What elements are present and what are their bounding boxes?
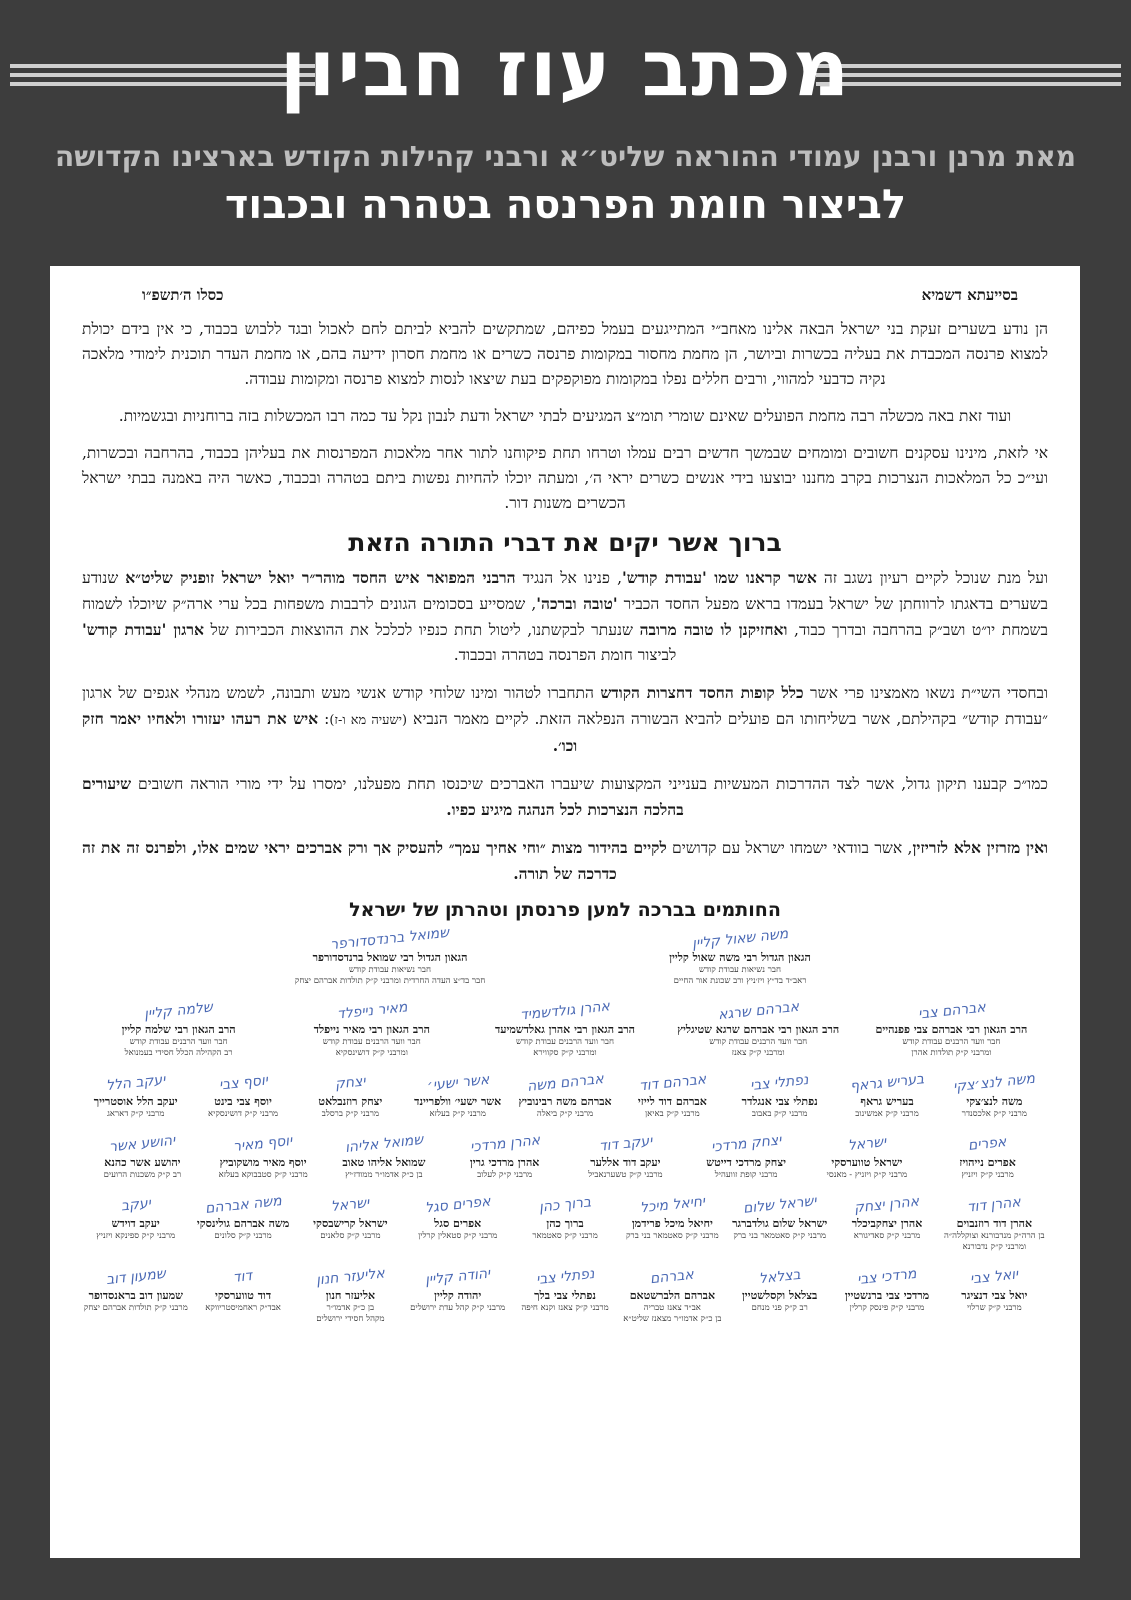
signer-name: אפרים סגל (434, 1217, 482, 1230)
paragraph-2: ועוד זאת באה מכשלה רבה מחמת הפועלים שאינם שומרי תומ״צ המגיעים לבתי ישראל ודעת לנבון נקל עד כמה רבו המכשלות בזה ברוחניות ובגשמיות. (118, 407, 1012, 425)
signer-name: ברוך כהן (546, 1217, 584, 1230)
signature-scrawl: אברהם דוד (638, 1071, 707, 1095)
bsd-heading: בסייעתא דשמיא (921, 286, 1018, 304)
signature-scrawl: אברהם (649, 1266, 695, 1288)
signature-row (82, 1265, 1048, 1325)
signature-block (833, 1265, 940, 1325)
dateline (142, 286, 1018, 305)
p5-bold-2: איש את רעהו יעזורו ולאחיו יאמר חזק וכו׳. (82, 709, 578, 755)
signature-block (275, 999, 468, 1059)
signature-scrawl: יעקב דוד (597, 1133, 653, 1155)
signer-title: מרבני ק״ק באבוב (751, 1109, 808, 1119)
signer-title: חבר וועד הרבנים עבודת קודש (902, 1037, 1001, 1047)
signature-row (82, 1132, 1048, 1181)
p4-text-1: ועל מנת שנוכל לקיים רעיון נשגב זה (816, 569, 1049, 587)
signer-title: אבד״ק ראחמיסטריווקא (205, 1303, 281, 1313)
header-banner (0, 0, 1131, 258)
signer-name: יהושע אשר כהנא (104, 1156, 181, 1169)
signature-scrawl: ישראל שלום (742, 1193, 818, 1217)
signer-title: מרבני ק״ק סאטמאר (532, 1231, 598, 1241)
signer-name: הרב הגאון רבי שלמה קליין (121, 1023, 236, 1036)
p4-bold-4: ואחזיקנן לו טובה מרובה (639, 620, 788, 639)
signer-title: מרבני ק״ק דושינסקיא (208, 1109, 279, 1119)
signature-scrawl: יהודה קליין (424, 1265, 492, 1289)
signer-name: שמואל אליהו טאוב (342, 1156, 426, 1169)
signature-block (726, 1265, 833, 1325)
signature-scrawl: אליעזר חנון (315, 1265, 386, 1289)
signature-scrawl: דוד (232, 1268, 254, 1286)
signer-name: נפתלי צבי אנגלדר (741, 1095, 818, 1108)
signer-name: הרב הגאון רבי מאיר נייפלד (313, 1023, 430, 1036)
signature-scrawl: אשר ישעי׳ (425, 1071, 490, 1095)
signer-name: יוסף מאיר מושקוביץ (219, 1156, 307, 1169)
signature-block (297, 1265, 404, 1325)
signature-scrawl: משה שאול קליין (691, 926, 789, 952)
signer-name: בעריש גראף (860, 1095, 914, 1108)
signature-block (82, 1132, 203, 1181)
paragraph-3: אי לזאת, מינינו עסקנים חשובים ומומחים שבמשך חדשים רבים עמלו וטרחו תחת פיקוחנו לתור אחר מלאכות המפרנסות את בעליהן בכבוד, בהרחבה ובכשרות, ועי״כ כל המלאכות הנצרכות בקרב מחננו יבוצעו בידי אנשים כשרים יראי ה׳, ומעתה יוכלו להחיות נפשות ביתם בטהרה ובכבוד, כאשר היה באמנה בבתי ישראל הכשרים משנות דור. (82, 444, 1048, 512)
signer-name: הרב הגאון רבי אברהם שרגא שטיגליץ (677, 1023, 840, 1036)
signature-block (941, 1265, 1048, 1325)
signer-title: מרבני ק״ק לעלוב (477, 1170, 533, 1180)
signature-block (82, 1265, 189, 1325)
signature-scrawl: אהרן דוד (966, 1194, 1022, 1216)
signer-title: מרבני ק״ק אמשינוב (855, 1109, 919, 1119)
row-gap (82, 1181, 1048, 1189)
signature-scrawl: אהרן יצחק (853, 1193, 921, 1217)
signer-subtitle: מקהל חסידי ירושלים (316, 1314, 385, 1324)
row-gap (82, 987, 1048, 995)
signature-scrawl: ברוך כהן (538, 1194, 592, 1216)
blessing-heading: ברוך אשר יקים את דברי התורה הזאת (348, 528, 782, 557)
signature-block (189, 1071, 296, 1120)
signature-scrawl: משה אברהם (203, 1193, 283, 1217)
signer-name: יעקב דוידש (111, 1217, 160, 1230)
signature-block (833, 1071, 940, 1120)
signer-title: מרבני ק״ק צאנז וקנא חיפה (521, 1303, 609, 1313)
signer-name: משה אברהם גולינסקי (196, 1217, 290, 1230)
p4-bold-3: 'טובה וברכה' (536, 594, 618, 613)
p5-text-1: ובחסדי השי״ת נשאו מאמצינו פרי אשר (803, 684, 1048, 702)
signature-scrawl: שמואל ברנדסדורפר (329, 924, 451, 954)
signer-subtitle: ומרבני ק״ק נדבורנא (962, 1242, 1027, 1252)
signer-title: מרבני ק״ק ויזניץ - מאנסי (826, 1170, 908, 1180)
signer-title: מרבני ק״ק ספינקא ויזניץ (96, 1231, 176, 1241)
signer-title: מרבני ק״ק ויזניץ (961, 1170, 1014, 1180)
p6-bold-1: שיעורים בהלכה הנצרכות לכל הנהגה מיגיע כפיו. (82, 774, 684, 819)
row-gap (82, 1120, 1048, 1128)
signer-title: מרבני ק״ק ברסלב (321, 1109, 379, 1119)
signer-title: רב ק״ק פני מנחם (751, 1303, 808, 1313)
signer-title: מרבני ק״ק סלונים (214, 1231, 272, 1241)
signer-name: שמעון דוב בראנסדופר (88, 1289, 183, 1302)
signature-row (82, 924, 1048, 987)
signature-block (404, 1193, 511, 1253)
p4-bold-2: הרבני המפואר איש החסד מוהר״ר יואל ישראל זופניק שליט״א (125, 568, 516, 587)
signer-title: מרבני קופת זוועהיל (714, 1170, 778, 1180)
signer-name: משה לנצ׳צקי (966, 1095, 1023, 1108)
signer-title: חבר נשיאות עבודת קודש (348, 965, 432, 975)
signer-name: ישראל שלום גולדברגר (732, 1217, 828, 1230)
p4-text-4: , שמסייע בסכומים הגונים לרבבות משפחות בכל ערי ארה״ק שיוכלו לשמוח בשמחת יו״ט ושב״ק בהרחבה ובדרך כבוד, (82, 595, 1048, 639)
signer-title: מרבני ק״ק תולדות אברהם יצחק (83, 1303, 188, 1313)
signature-block (82, 999, 275, 1059)
signer-name: ישראל טווערסקי (831, 1156, 903, 1169)
signature-scrawl: שלמה קליין (143, 999, 214, 1023)
signature-scrawl: יעקב הלל (105, 1071, 167, 1095)
signer-name: הגאון הגדול רבי שמואל ברנדסדורפר (312, 951, 468, 964)
signature-block (807, 1132, 928, 1181)
signature-block (82, 1071, 189, 1120)
letter-body (50, 266, 1080, 1558)
signature-row (82, 999, 1048, 1059)
signer-title: חבר וועד הרבנים עבודת קודש (129, 1037, 228, 1047)
signer-subtitle: ומרבני ק״ק תולדות אהרן (911, 1048, 992, 1058)
signer-name: הגאון הגדול רבי משה שאול קליין (669, 951, 811, 964)
page-subtitle: מאת מרנן ורבנן עמודי ההוראה שליט״א ורבני קהילות הקודש בארצינו הקדושה (55, 140, 1076, 173)
signer-name: יצחק מרדכי דייטש (706, 1156, 786, 1169)
signature-block (511, 1265, 618, 1325)
signature-scrawl: נפתלי צבי (535, 1265, 596, 1289)
signer-name: ישראל קרישבסקי (313, 1217, 388, 1230)
p5-citation: (ישעיה מא ו-ז) (329, 713, 408, 728)
signature-scrawl: ישראל (847, 1134, 887, 1154)
signer-title: חבר נשיאות עבודת קודש (698, 965, 782, 975)
p4-bold-1: אשר קראנו שמו 'עבודת קודש' (622, 568, 817, 587)
signature-scrawl: יצחק (334, 1073, 367, 1093)
signature-scrawl: אהרן גולדשמיד (519, 998, 611, 1024)
signer-title: חבר וועד הרבנים עבודת קודש (516, 1037, 614, 1047)
signature-scrawl: נפתלי צבי (749, 1071, 810, 1095)
signer-name: יואל צבי דנציגר (961, 1289, 1028, 1302)
signer-title: מרבני ק״ק בעלזא (429, 1109, 486, 1119)
signer-title: חבר וועד הרבנים עבודת קודש (322, 1037, 421, 1047)
signature-scrawl: בצלאל (758, 1266, 802, 1288)
p4-text-3: שנודע בשערים בדאגתו לרווחתן של ישראל בעמדו בראש מפעל החסד הכביר (82, 569, 1048, 613)
signer-subtitle: ומרבני ק״ק צאנז (731, 1048, 785, 1058)
signer-name: אליעזר חנון (325, 1289, 376, 1302)
signer-name: יצחק רוזנבלאט (318, 1095, 383, 1108)
signature-scrawl: משה לנצ׳צקי (952, 1070, 1037, 1096)
signer-title: מרבני ק״ק סטבבוקא בעלזא (218, 1170, 308, 1180)
signature-scrawl: ישראל (330, 1195, 371, 1215)
p4-text-5: שנעתר לבקשתנו, ליטול תחת כנפיו לכלכל את ההוצאות הכבירות של (203, 621, 640, 639)
signatures-block (82, 924, 1048, 1333)
signer-title: מרבני ק״ק דאראג (107, 1109, 165, 1119)
paragraph-5 (82, 680, 1048, 759)
signature-block (404, 1071, 511, 1120)
signature-scrawl: יהושע אשר (108, 1132, 177, 1156)
signer-title: בן כ״ק אדמו״ר (326, 1303, 375, 1313)
signature-block (297, 1071, 404, 1120)
signer-name: אברהם משה רבינוביץ (518, 1095, 612, 1108)
signature-scrawl: מרדכי צבי (856, 1265, 918, 1289)
signature-scrawl: אהרן מרדכי (468, 1132, 541, 1156)
signer-name: יעקב דוד אללער (590, 1156, 661, 1169)
signature-block (189, 1193, 296, 1253)
signer-name: אברהם הלברשטאם (629, 1289, 716, 1302)
signer-name: נפתלי צבי בלך (534, 1289, 596, 1302)
signer-name: הרב הגאון רבי אברהם צבי פפנהיים (875, 1023, 1028, 1036)
signer-title: מרבני ק״ק פינסק קרלין (849, 1303, 925, 1313)
signature-scrawl: בעריש גראף (849, 1071, 925, 1095)
signature-block (941, 1193, 1048, 1253)
signer-title: מרבני ק״ק סאטמאר בני ברק (625, 1231, 719, 1241)
signer-title: מרבני ק״ק אלכסנדר (961, 1109, 1027, 1119)
signer-title: מרבני ק״ק ביאלה (536, 1109, 594, 1119)
p6-text-1: כמו״כ קבענו תיקון גדול, אשר לצד ההדרכות המעשיות בענייני המקצועות שיעברו האברכים שיכנסו תחת מפעלנו, ימסרו על ידי מורי הוראה חשובים (131, 775, 1048, 793)
signature-block (444, 1132, 565, 1181)
signer-name: דוד טווערסקי (214, 1289, 272, 1302)
signer-name: מרדכי צבי ברנשטיין (844, 1289, 930, 1302)
signer-title: מרבני ק״ק קהל עדת ירושלים (410, 1303, 506, 1313)
p5-text-2: התחברו לטהור ומינו שלוחי קודש אנשי מעש ותבונה, לשמש מנהלי אגפים של ארגון ״עבודת קודש״ בקהילתם, אשר בשליחותו הם פועלים להביא הבשורה הנפלאה הזאת. לקיים מאמר הנביא (82, 684, 1048, 728)
signature-block (619, 1071, 726, 1120)
paragraph-4 (82, 565, 1048, 668)
signer-name: אהרן מרדכי גרין (469, 1156, 540, 1169)
signer-subtitle: חבר בד״צ העדה החרדית ומרבני ק״ק תולדות אברהם יצחק (294, 976, 486, 986)
signer-name: אהרן יצחקביכלר (851, 1217, 923, 1230)
signer-title: מרבני ק״ק טשערנאביל (588, 1170, 663, 1180)
paragraph-1: הן נודע בשערים זעקת בני ישראל הבאה אלינו מאחב״י המתייגעים בעמל כפיהם, שמתקשים להביא לביתם לחם לאכול ובגד ללבוש בכבוד, כי אין בידם יכולת למצוא פרנסה המכבדת את בעליה בכשרות וביושר, הן מחמת מחסור במקומות פרנסה כשרים או מחמת חסרון ידיעה בהם, או מחמת העדר תוכנית לימודי מלאכה נקיה כדבעי למהווי, ורבים חללים נפלו במקומות מפוקפקים בעת שיצאו לנסות למצוא פרנסה ומקומות עבודה. (82, 320, 1048, 388)
signer-title: מרבני ק״ק שרלוי (967, 1303, 1022, 1313)
p7-bold-1: ואין מזרזין אלא לזריזין (912, 838, 1048, 857)
signature-block (941, 1071, 1048, 1120)
signature-scrawl: אברהם שרגא (716, 998, 800, 1024)
signer-subtitle: ראב״ד בד״ץ ויז׳ניץ ורב שכונת אור החיים (673, 976, 807, 986)
signature-block (662, 999, 855, 1059)
signer-subtitle: בן כ״ק אדמו״ר מצאנז שליט״א (623, 1314, 722, 1324)
signer-title: מרבני ק״ק סאדיגורא (853, 1231, 921, 1241)
signer-name: אשר ישעי׳ וולפריינד (414, 1095, 502, 1108)
row-gap (82, 1253, 1048, 1261)
signature-block (82, 1193, 189, 1253)
signature-block (833, 1193, 940, 1253)
signature-block (619, 1265, 726, 1325)
signature-scrawl: אברהם צבי (916, 999, 986, 1023)
signers-title: החותמים בברכה למען פרנסתן וטהרתן של ישראל (349, 899, 781, 921)
signature-block (686, 1132, 807, 1181)
signer-name: יעקב הלל אוסטרייך (93, 1095, 178, 1108)
signature-scrawl: יוסף צבי (217, 1072, 269, 1094)
signature-scrawl: יוסף מאיר (232, 1132, 294, 1156)
hebrew-date: כסלו ה׳תשפ״ו (142, 286, 224, 304)
signer-title: מרבני ק״ק באיאן (644, 1109, 700, 1119)
signature-block (404, 1265, 511, 1325)
signature-scrawl: יצחק מרדכי (710, 1132, 783, 1156)
signature-block (275, 924, 505, 987)
signature-block (203, 1132, 324, 1181)
signature-scrawl: אפרים (967, 1134, 1008, 1154)
signature-scrawl: יעקב (119, 1195, 152, 1215)
p4-bold-5: ארגון 'עבודת קודש' (82, 620, 204, 639)
signature-block (619, 1193, 726, 1253)
signer-name: יהודה קליין (434, 1289, 482, 1302)
signature-block (324, 1132, 445, 1181)
p5-text-3: : (318, 710, 330, 728)
signature-block (511, 1071, 618, 1120)
signer-title: מרבני ק״ק סלאנים (320, 1231, 381, 1241)
p7-text-1: , אשר בוודאי ישמחו ישראל עם קדושים (666, 839, 913, 857)
signature-block (855, 999, 1048, 1059)
signature-block (726, 1071, 833, 1120)
signer-title: מרבני ק״ק סאטמאר בני ברק (733, 1231, 827, 1241)
signature-row (82, 1071, 1048, 1120)
p5-bold-1: כלל קופות החסד דחצרות הקודש (600, 683, 804, 702)
signature-block (511, 1193, 618, 1253)
signer-name: יחיאל מיכל פרידמן (631, 1217, 713, 1230)
row-gap (82, 1059, 1048, 1067)
signature-block (189, 1265, 296, 1325)
signature-scrawl: יואל צבי (969, 1266, 1020, 1288)
signature-block (565, 1132, 686, 1181)
signer-subtitle: ומרבני ק״ק סקווירא (533, 1048, 597, 1058)
signature-scrawl: שמעון דוב (105, 1265, 167, 1289)
signature-scrawl: מאיר נייפלד (335, 999, 408, 1023)
signature-scrawl: אפרים סגל (424, 1193, 492, 1217)
signer-subtitle: ומרבני ק״ק דושינסקיא (335, 1048, 408, 1058)
signature-block (726, 1193, 833, 1253)
signer-name: בצלאל וקסלשטיין (742, 1289, 818, 1302)
signer-name: אהרן דוד רוזנבוים (956, 1217, 1033, 1230)
signature-block (927, 1132, 1048, 1181)
signer-title: בן כ״ק אדמו״ר ממודז׳יץ (345, 1170, 423, 1180)
signature-block (297, 1193, 404, 1253)
signature-block (625, 927, 855, 987)
signer-title: חבר וועד הרבנים עבודת קודש (709, 1037, 808, 1047)
page-title: מכתב עוז חביון (279, 24, 852, 114)
p4-text-2: , פנינו אל הנגיד (515, 569, 622, 587)
paragraph-7 (82, 835, 1048, 887)
signer-name: יוסף צבי בינט (214, 1095, 272, 1108)
signature-block (468, 999, 661, 1059)
page-subtitle-main: לביצור חומת הפרנסה בטהרה ובכבוד (224, 182, 907, 228)
signer-title: רב ק״ק משכנות הרועים (103, 1170, 182, 1180)
signer-name: אפרים נייהויז (959, 1156, 1016, 1169)
row-gap (82, 1325, 1048, 1333)
signer-title: בן הרה״ק מנדבורנא וצוקללה״ה (944, 1231, 1045, 1241)
signer-name: אברהם דוד לייזי (637, 1095, 707, 1108)
p7-bold-2: לקיים בהידור מצות ״וחי אחיך עמך״ להעסיק אך ורק אברכים יראי שמים אלו, ולפרנס זה את זה כדרכה של תורה. (82, 838, 667, 883)
paragraph-6 (82, 771, 1048, 823)
signer-title: אב״ד צאנז טבריה (643, 1303, 701, 1313)
signature-scrawl: שמואל אליהו (344, 1131, 424, 1157)
p4-text-6: לביצור חומת הפרנסה בטהרה ובכבוד. (453, 646, 677, 664)
signer-title: מרבני ק״ק סטאלין קרלין (418, 1231, 498, 1241)
signer-subtitle: רב הקהילה הכלל חסידי בעמנואל (124, 1048, 233, 1058)
signature-row (82, 1193, 1048, 1253)
signature-scrawl: יחיאל מיכל (639, 1193, 706, 1217)
signer-name: הרב הגאון רבי אהרן גאלדשמיעד (494, 1023, 635, 1036)
signature-scrawl: אברהם משה (525, 1071, 605, 1095)
